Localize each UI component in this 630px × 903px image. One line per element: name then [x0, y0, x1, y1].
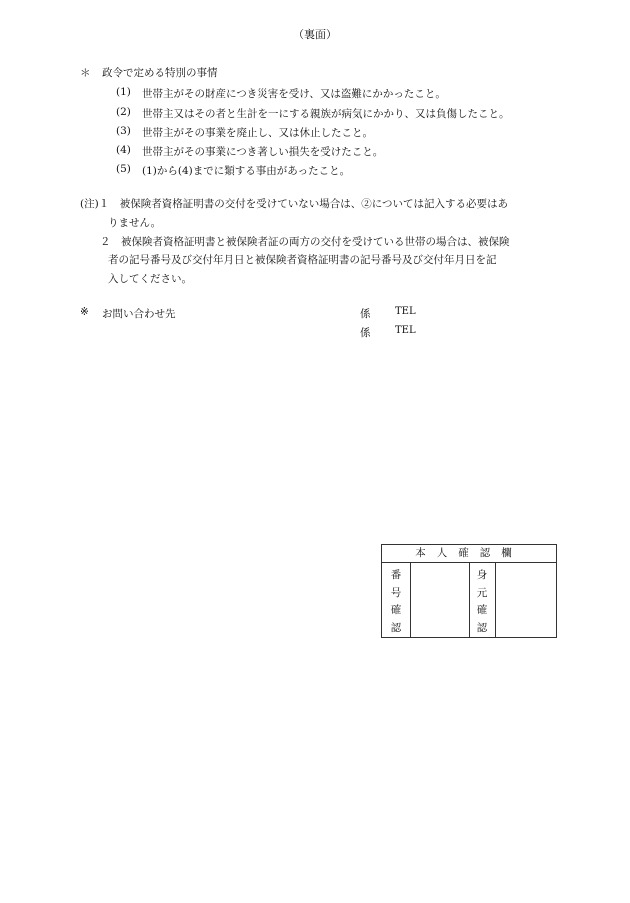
identity-confirmation-label: 身 元 確 認: [476, 569, 488, 634]
contact-kakari-2: 係: [360, 327, 371, 339]
number-confirmation-field[interactable]: [411, 567, 468, 637]
item-text: 世帯主がその事業につき著しい損失を受けたこと。: [142, 146, 384, 158]
note-2-line-1: ２ 被保険者資格証明書と被保険者証の両方の交付を受けている世帯の場合は、被保険: [100, 236, 510, 248]
special-circumstances-heading: 政令で定める特別の事情: [102, 67, 218, 79]
page-title: （裏面）: [293, 28, 337, 41]
identity-confirmation-table: [381, 544, 557, 638]
item-text: (1)から(4)までに類する事由があったこと。: [142, 165, 351, 177]
asterisk-mark: ＊: [80, 67, 91, 79]
item-number: (2): [116, 106, 131, 118]
contact-tel-1: TEL: [395, 306, 416, 317]
note-2-line-3: 入してください。: [108, 273, 192, 285]
item-number: (1): [116, 86, 131, 98]
note-2-line-2: 者の記号番号及び交付年月日と被保険者資格証明書の記号番号及び交付年月日を記: [108, 254, 497, 266]
contact-kakari-1: 係: [360, 308, 371, 320]
item-number: (4): [116, 144, 131, 156]
contact-tel-2: TEL: [395, 325, 416, 336]
identity-confirmation-field[interactable]: [496, 567, 556, 637]
item-number: (5): [116, 163, 131, 175]
reference-mark: ※: [80, 306, 89, 318]
contact-label: お問い合わせ先: [102, 308, 176, 320]
note-1-line-1: (注)１ 被保険者資格証明書の交付を受けていない場合は、②については記入する必要はあ: [80, 198, 508, 210]
item-number: (3): [116, 125, 131, 137]
identity-confirmation-header: 本人確認欄: [382, 545, 556, 563]
item-text: 世帯主又はその者と生計を一にする親族が病気にかかり、又は負傷したこと。: [142, 108, 510, 120]
number-confirmation-label: 番 号 確 認: [390, 569, 402, 634]
item-text: 世帯主がその財産につき災害を受け、又は盗難にかかったこと。: [142, 88, 446, 100]
item-text: 世帯主がその事業を廃止し、又は休止したこと。: [142, 127, 373, 139]
note-1-line-2: りません。: [108, 217, 162, 229]
